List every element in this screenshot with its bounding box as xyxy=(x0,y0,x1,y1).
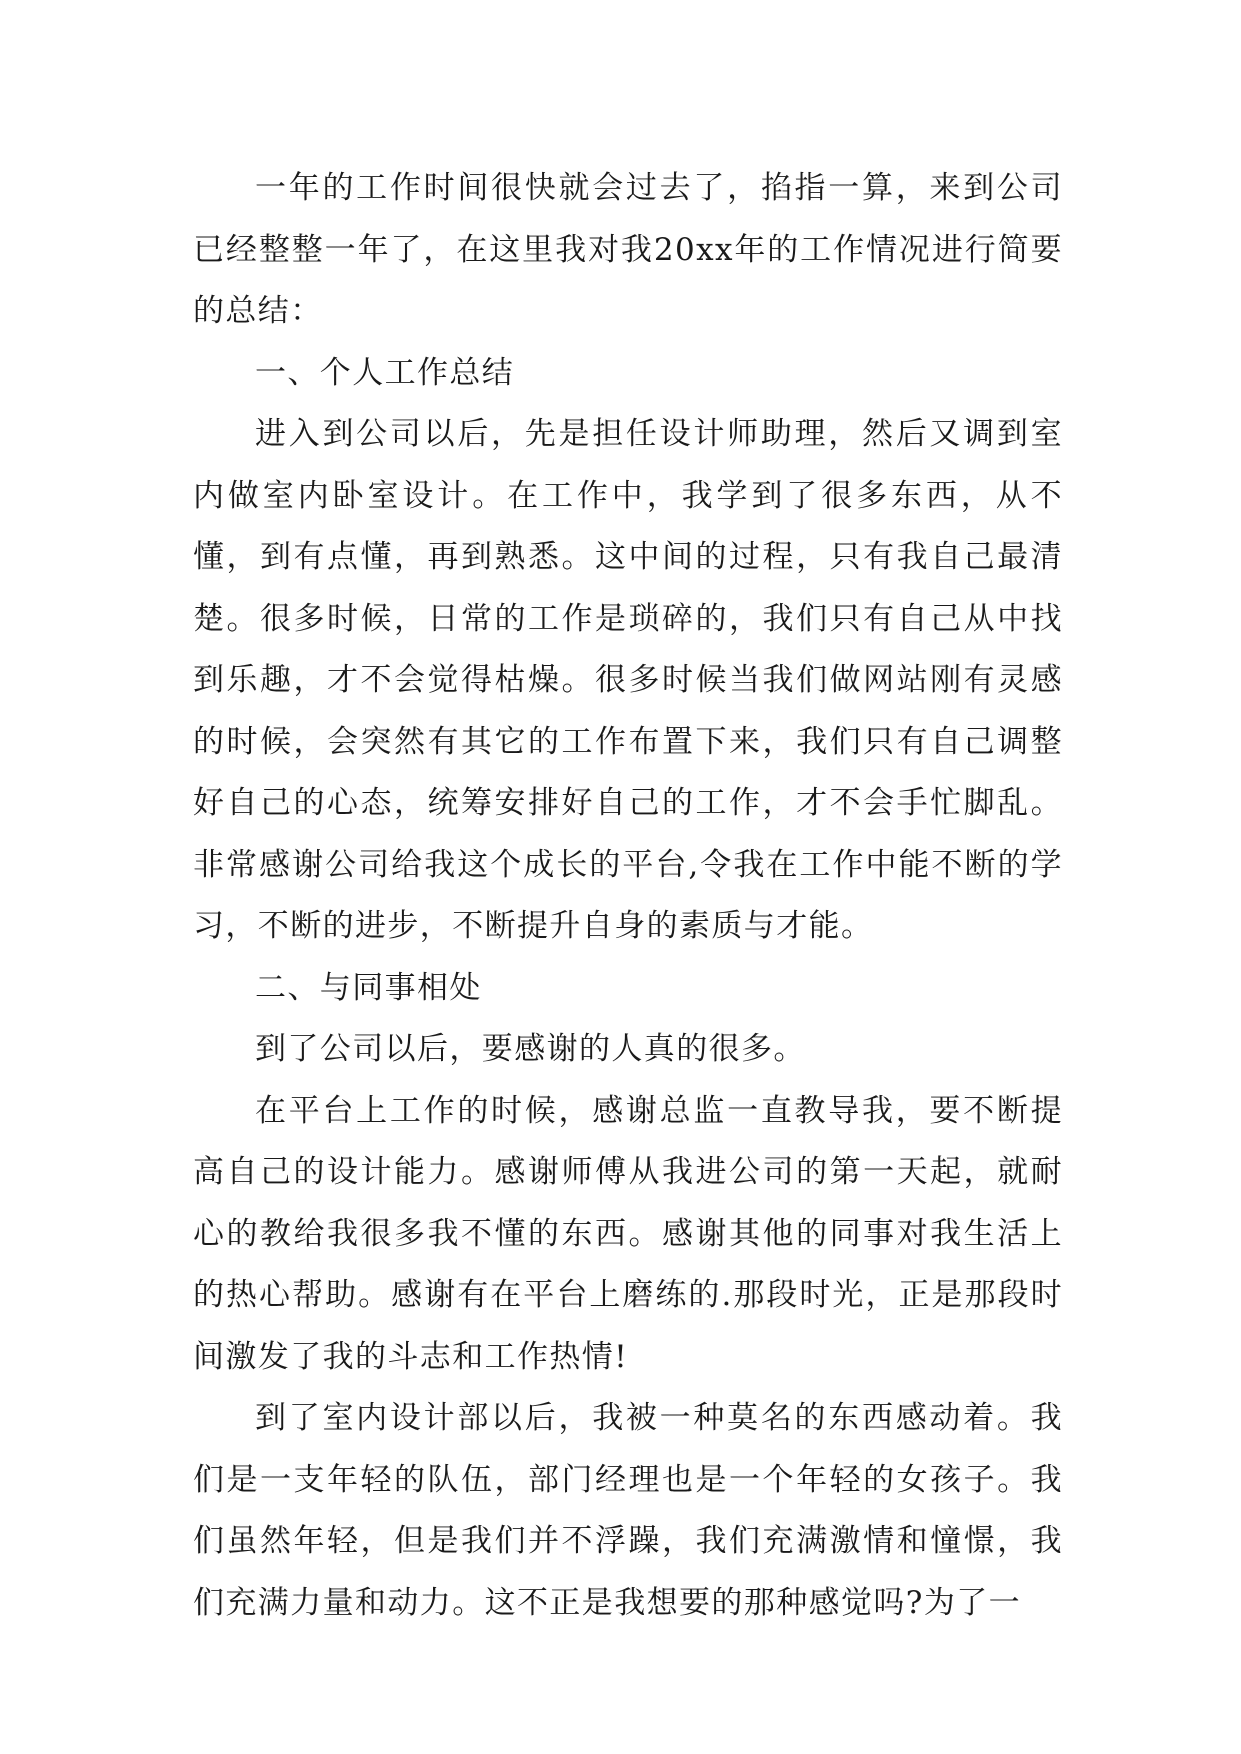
document-body xyxy=(193,158,1063,1634)
section-heading-personal-work: 一、个人工作总结 xyxy=(255,354,515,391)
section-heading-colleagues: 二、与同事相处 xyxy=(255,969,482,1006)
personal-work-paragraph: 进入到公司以后，先是担任设计师助理，然后又调到室内做室内卧室设计。在工作中，我学到了很多东西，从不懂，到有点懂，再到熟悉。这中间的过程，只有我自己最清楚。很多时候，日常的工作是琐碎的，我们只有自己从中找到乐趣，才不会觉得枯燥。很多时候当我们做网站刚有灵感的时候，会突然有其它的工作布置下来，我们只有自己调整好自己的心态，统筹安排好自己的工作，才不会手忙脚乱。非常感谢公司给我这个成长的平台,令我在工作中能不断的学习，不断的进步，不断提升自身的素质与才能。 xyxy=(193,416,1063,944)
platform-thanks-paragraph: 在平台上工作的时候，感谢总监一直教导我，要不断提高自己的设计能力。感谢师傅从我进公司的第一天起，就耐心的教给我很多我不懂的东西。感谢其他的同事对我生活上的热心帮助。感谢有在平台上磨练的.那段时光，正是那段时间激发了我的斗志和工作热情! xyxy=(193,1092,1063,1375)
colleagues-intro-paragraph: 到了公司以后，要感谢的人真的很多。 xyxy=(255,1031,806,1067)
interior-design-paragraph: 到了室内设计部以后，我被一种莫名的东西感动着。我们是一支年轻的队伍，部门经理也是一个年轻的女孩子。我们虽然年轻，但是我们并不浮躁，我们充满激情和憧憬，我们充满力量和动力。这不正是我想要的那种感觉吗?为了一 xyxy=(193,1400,1063,1621)
intro-paragraph: 一年的工作时间很快就会过去了，掐指一算，来到公司已经整整一年了，在这里我对我20xx年的工作情况进行简要的总结： xyxy=(193,170,1063,329)
